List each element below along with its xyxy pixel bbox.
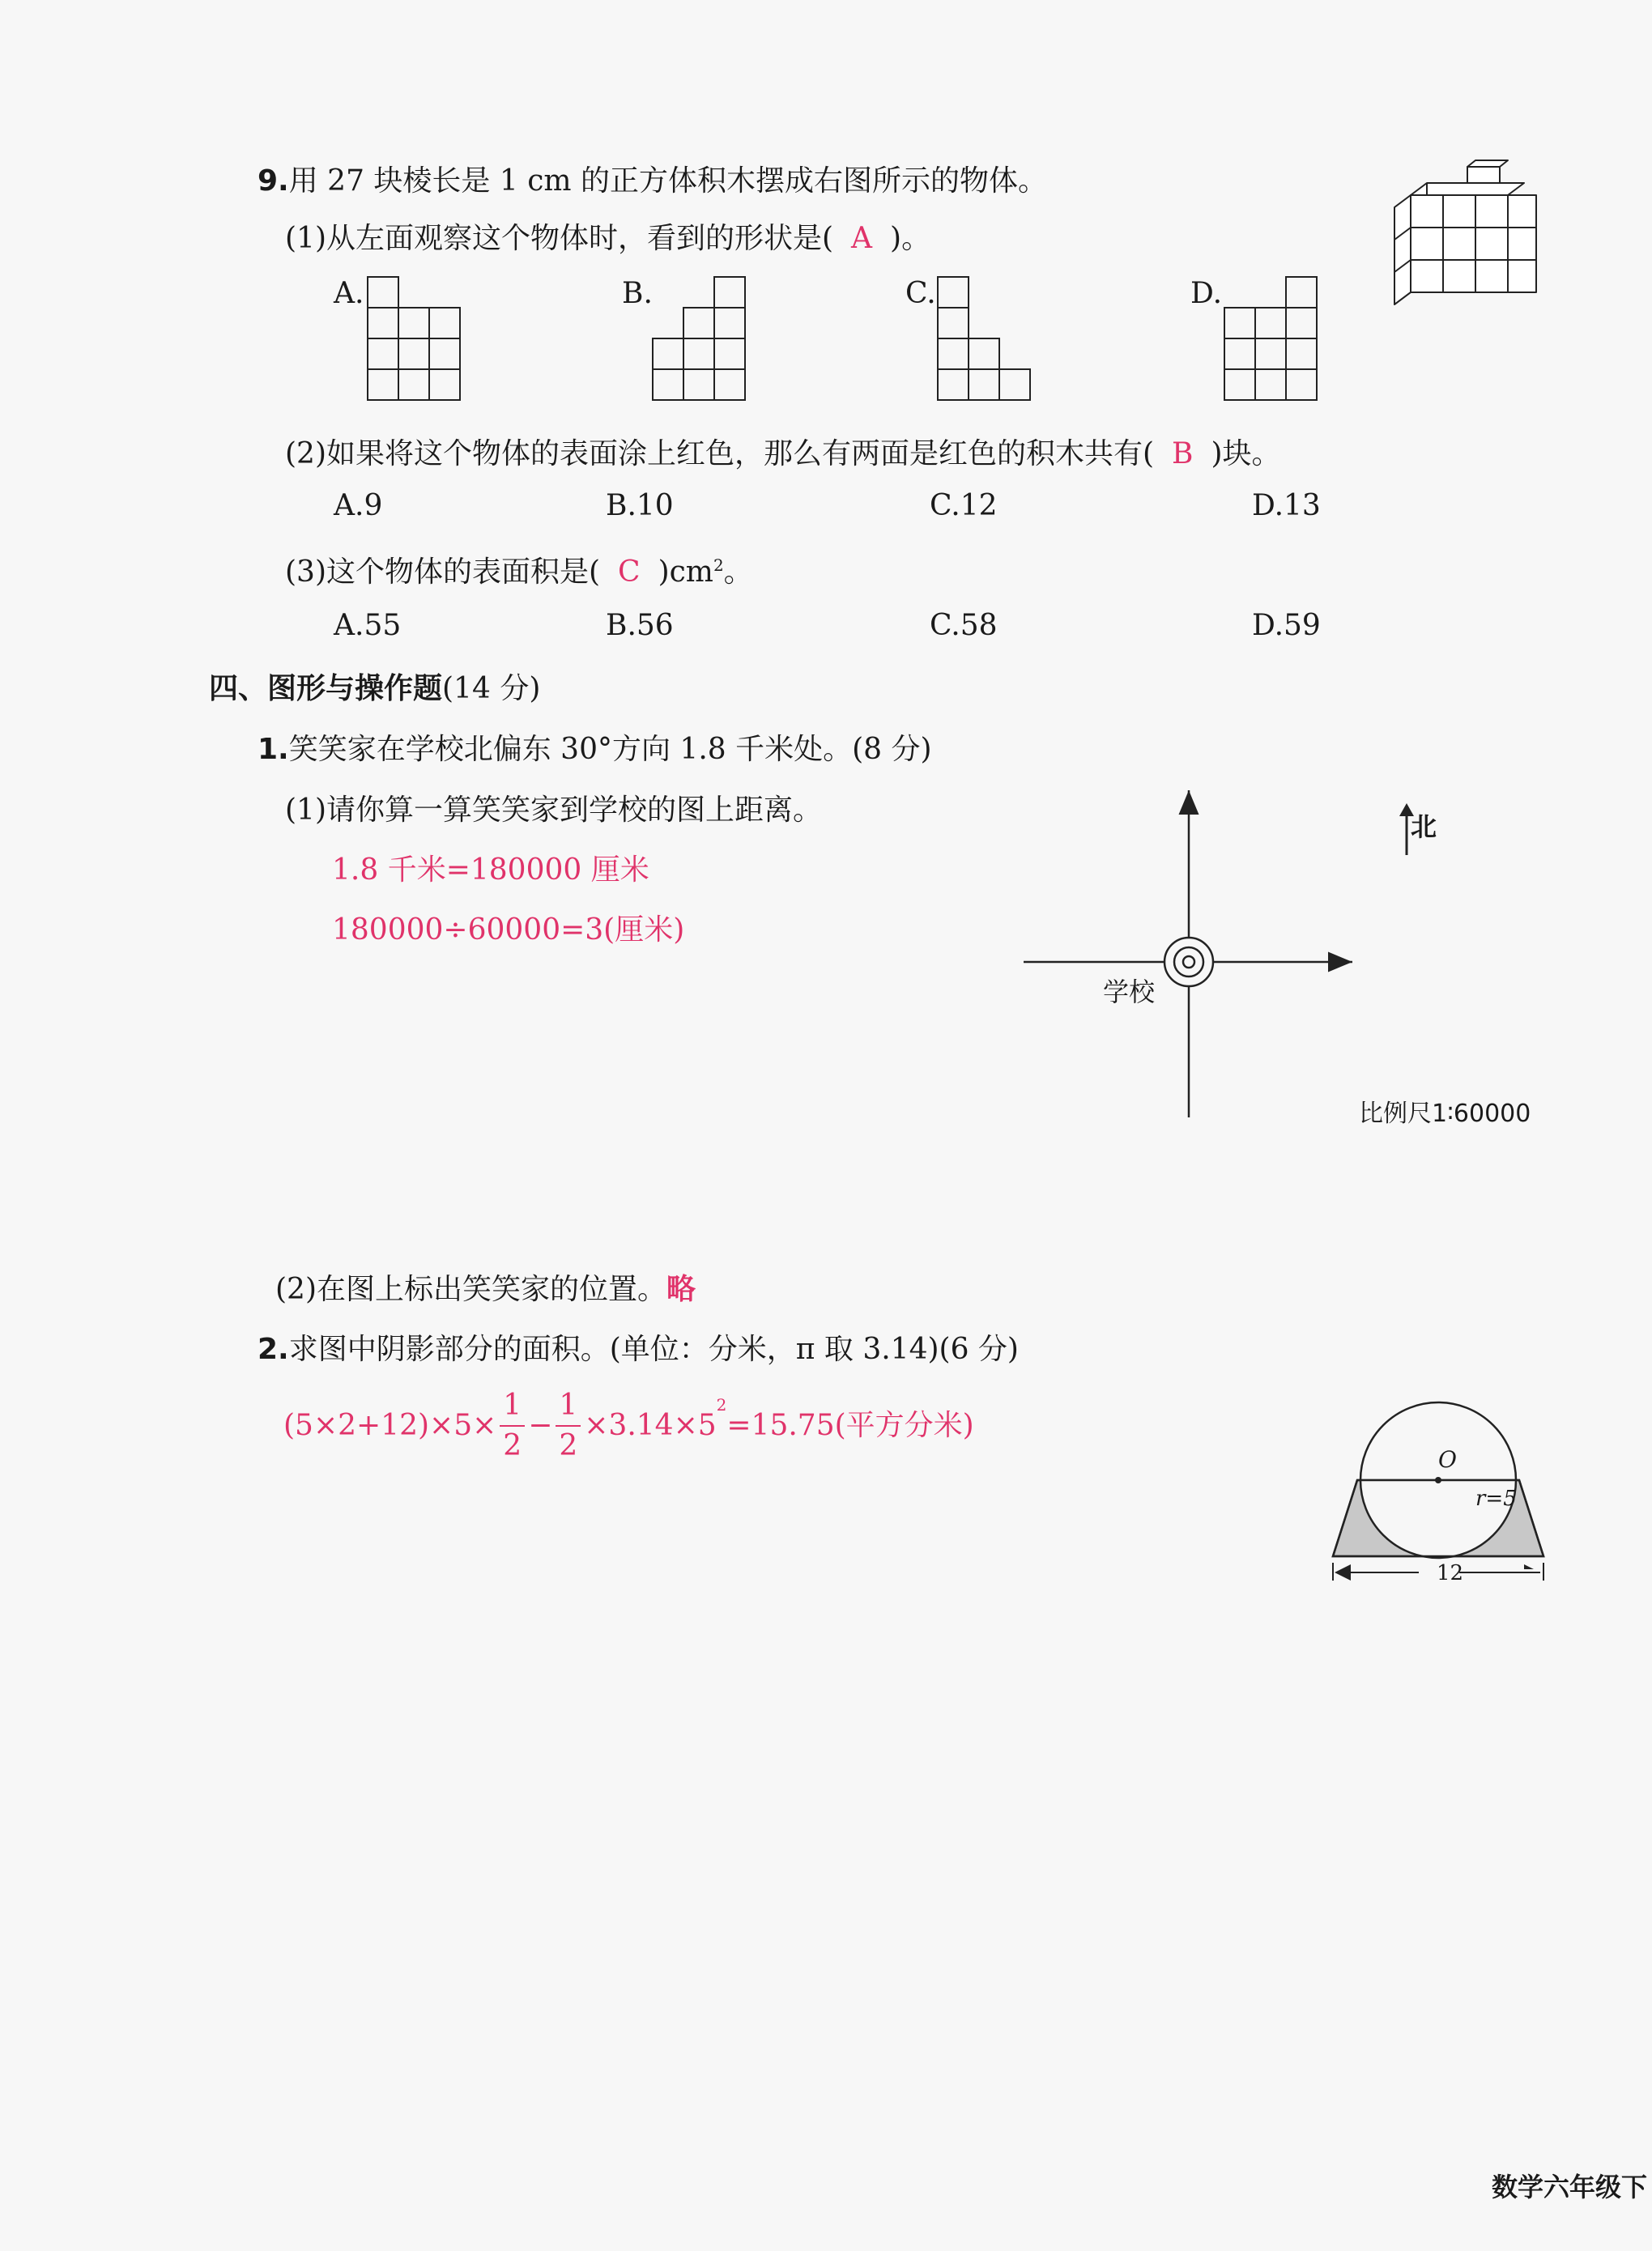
q9-sub3-option-a: A.55: [334, 609, 402, 642]
q9-sub2-prefix: (2)如果将这个物体的表面涂上红色，那么有两面是红色的积木共有(: [285, 437, 1155, 470]
p1-stem: 笑笑家在学校北偏东 30°方向 1.8 千米处。(8 分): [288, 733, 932, 766]
q9-sub1-suffix: )。: [890, 222, 931, 255]
q9-sub3-unit-exponent: 2: [713, 555, 724, 575]
q9-sub1-option-b-label: B.: [622, 277, 653, 310]
q9-sub1-option-a-label: A.: [334, 277, 364, 310]
q9-sub3-option-c: C.58: [930, 609, 998, 642]
p1-school-label: 学校: [1103, 977, 1156, 1007]
p2-fraction-1-denominator: 2: [503, 1429, 522, 1462]
q9-option-b-shape: [651, 275, 748, 405]
p1-sub2: (2)在图上标出笑笑家的位置。: [275, 1273, 666, 1306]
q9-sub2-answer: B: [1172, 437, 1194, 470]
p2-stem: 求图中阴影部分的面积。(单位：分米，π 取 3.14)(6 分): [288, 1333, 1019, 1366]
p1-stem-line: [258, 726, 932, 768]
p1-work-line-2: 180000÷60000=3(厘米): [332, 913, 685, 947]
q9-cube-figure: [1386, 159, 1548, 337]
p2-stem-line: [258, 1326, 1019, 1368]
p2-fraction-2: [556, 1391, 581, 1461]
p2-work-exponent: 2: [716, 1395, 727, 1415]
p2-work-part-2: ×3.14×5: [584, 1409, 717, 1442]
p1-compass-diagram: [1012, 785, 1385, 1126]
p1-sub2-line: [275, 1266, 696, 1308]
q9-sub3-option-b: B.56: [606, 609, 674, 642]
section-4-heading: [209, 666, 540, 707]
p2-fraction-1: [500, 1391, 525, 1461]
q9-sub1-option-d-label: D.: [1190, 277, 1223, 310]
q9-number: 9.: [258, 164, 289, 198]
q9-option-c-shape: [936, 275, 1033, 405]
p2-work-part-3: =15.75(平方分米): [726, 1409, 974, 1442]
footer-label: 数学六年级下: [1492, 2172, 1648, 2202]
q9-sub2-option-a: A.9: [334, 489, 383, 522]
q9-sub2-option-c: C.12: [930, 489, 998, 522]
p1-work-line-1: 1.8 千米=180000 厘米: [332, 853, 649, 887]
p1-scale-label: 比例尺1∶60000: [1359, 1100, 1531, 1128]
q9-sub1-option-c-label: C.: [905, 277, 936, 310]
p2-minus: −: [528, 1409, 553, 1442]
p2-fraction-2-numerator: 1: [556, 1391, 581, 1427]
q9-option-a-shape: [366, 275, 463, 405]
q9-sub3-prefix: (3)这个物体的表面积是(: [285, 555, 601, 589]
q9-sub2-suffix: )块。: [1211, 437, 1281, 470]
q9-sub3-option-d: D.59: [1252, 609, 1321, 642]
q9-option-d-shape: [1223, 275, 1320, 405]
q9-sub1: [285, 215, 930, 257]
q9-sub2-option-d: D.13: [1252, 489, 1321, 522]
p2-radius-label: r=5: [1475, 1487, 1517, 1511]
p1-sub1: (1)请你算一算笑笑家到学校的图上距离。: [285, 794, 822, 827]
q9-sub3-end: 。: [723, 555, 753, 589]
p2-work-line: [283, 1391, 974, 1461]
q9-sub1-answer: A: [851, 222, 873, 255]
p1-north-label: 北: [1411, 811, 1437, 842]
q9-sub2-option-b: B.10: [606, 489, 674, 522]
q9-sub3: [285, 549, 753, 590]
section-4-title: 四、图形与操作题: [209, 672, 443, 705]
q9-sub3-unit: )cm: [658, 555, 713, 589]
p2-number: 2.: [258, 1333, 289, 1366]
p2-work-part-1: (5×2+12)×5×: [283, 1409, 497, 1442]
p2-base-label: 12: [1437, 1561, 1464, 1585]
q9-sub2: [285, 431, 1281, 472]
q9-stem-line: [258, 158, 1047, 199]
p1-number: 1.: [258, 733, 289, 766]
q9-sub1-prefix: (1)从左面观察这个物体时，看到的形状是(: [285, 222, 834, 255]
q9-sub3-answer: C: [618, 555, 641, 589]
q9-stem: 用 27 块棱长是 1 cm 的正方体积木摆成右图所示的物体。: [288, 164, 1047, 198]
p2-center-label: O: [1438, 1446, 1457, 1473]
section-4-score: (14 分): [442, 672, 541, 705]
p1-sub2-answer: 略: [666, 1272, 696, 1306]
p2-fraction-2-denominator: 2: [559, 1429, 578, 1462]
p2-fraction-1-numerator: 1: [500, 1391, 525, 1427]
